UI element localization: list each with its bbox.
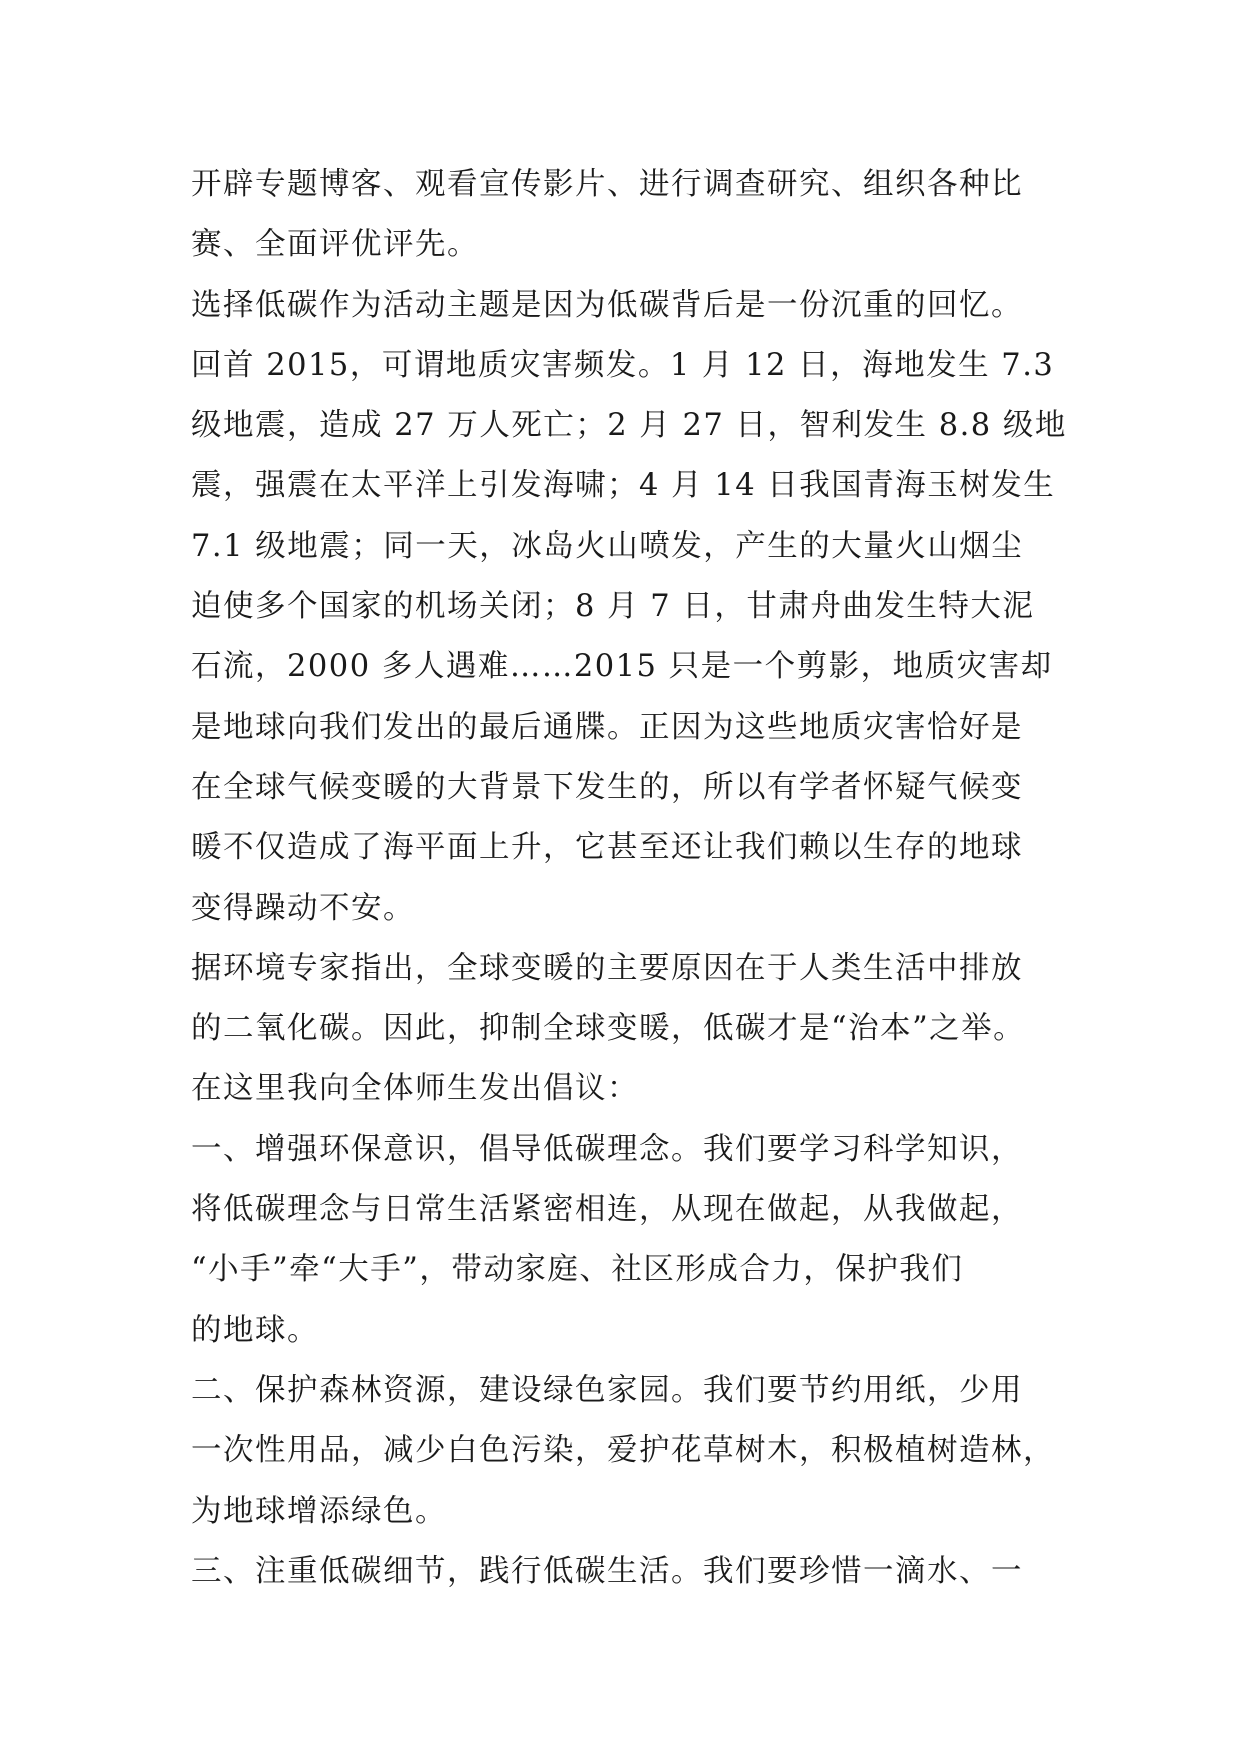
text-line: 为地球增添绿色。: [191, 1493, 447, 1529]
text-line: 石流，2000 多人遇难……2015 只是一个剪影，地质灾害却: [191, 649, 1053, 685]
text-line: 在这里我向全体师生发出倡议：: [191, 1071, 639, 1107]
text-line: 三、注重低碳细节，践行低碳生活。我们要珍惜一滴水、一: [191, 1553, 1023, 1589]
text-line: “小手”牵“大手”，带动家庭、社区形成合力，保护我们: [191, 1252, 964, 1288]
text-line: 的二氧化碳。因此，抑制全球变暖，低碳才是“治本”之举。: [191, 1011, 1026, 1047]
document-body: [191, 155, 1071, 1602]
text-line: 变得躁动不安。: [191, 890, 415, 926]
text-line: 的地球。: [191, 1312, 319, 1348]
text-line: 开辟专题博客、观看宣传影片、进行调查研究、组织各种比: [191, 167, 1023, 202]
text-line: 一次性用品，减少白色污染，爱护花草树木，积极植树造林，: [191, 1433, 1055, 1469]
text-line: 是地球向我们发出的最后通牒。正因为这些地质灾害恰好是: [191, 709, 1023, 745]
text-line: 7.1 级地震；同一天，冰岛火山喷发，产生的大量火山烟尘: [191, 528, 1024, 564]
text-line: 将低碳理念与日常生活紧密相连，从现在做起，从我做起，: [191, 1192, 1023, 1228]
text-line: 一、增强环保意识，倡导低碳理念。我们要学习科学知识，: [191, 1131, 1023, 1167]
text-line: 回首 2015，可谓地质灾害频发。1 月 12 日，海地发生 7.3: [191, 347, 1055, 383]
text-line: 据环境专家指出，全球变暖的主要原因在于人类生活中排放: [191, 950, 1023, 986]
text-line: 二、保护森林资源，建设绿色家园。我们要节约用纸，少用: [191, 1372, 1023, 1408]
text-line: 在全球气候变暖的大背景下发生的，所以有学者怀疑气候变: [191, 769, 1023, 805]
text-line: 震，强震在太平洋上引发海啸；4 月 14 日我国青海玉树发生: [191, 468, 1056, 504]
text-line: 迫使多个国家的机场关闭；8 月 7 日，甘肃舟曲发生特大泥: [191, 589, 1035, 625]
text-line: 赛、全面评优评先。: [191, 227, 479, 263]
text-line: 暖不仅造成了海平面上升，它甚至还让我们赖以生存的地球: [191, 830, 1023, 866]
text-line: 级地震，造成 27 万人死亡；2 月 27 日，智利发生 8.8 级地: [191, 408, 1067, 444]
text-line: 选择低碳作为活动主题是因为低碳背后是一份沉重的回忆。: [191, 287, 1023, 323]
